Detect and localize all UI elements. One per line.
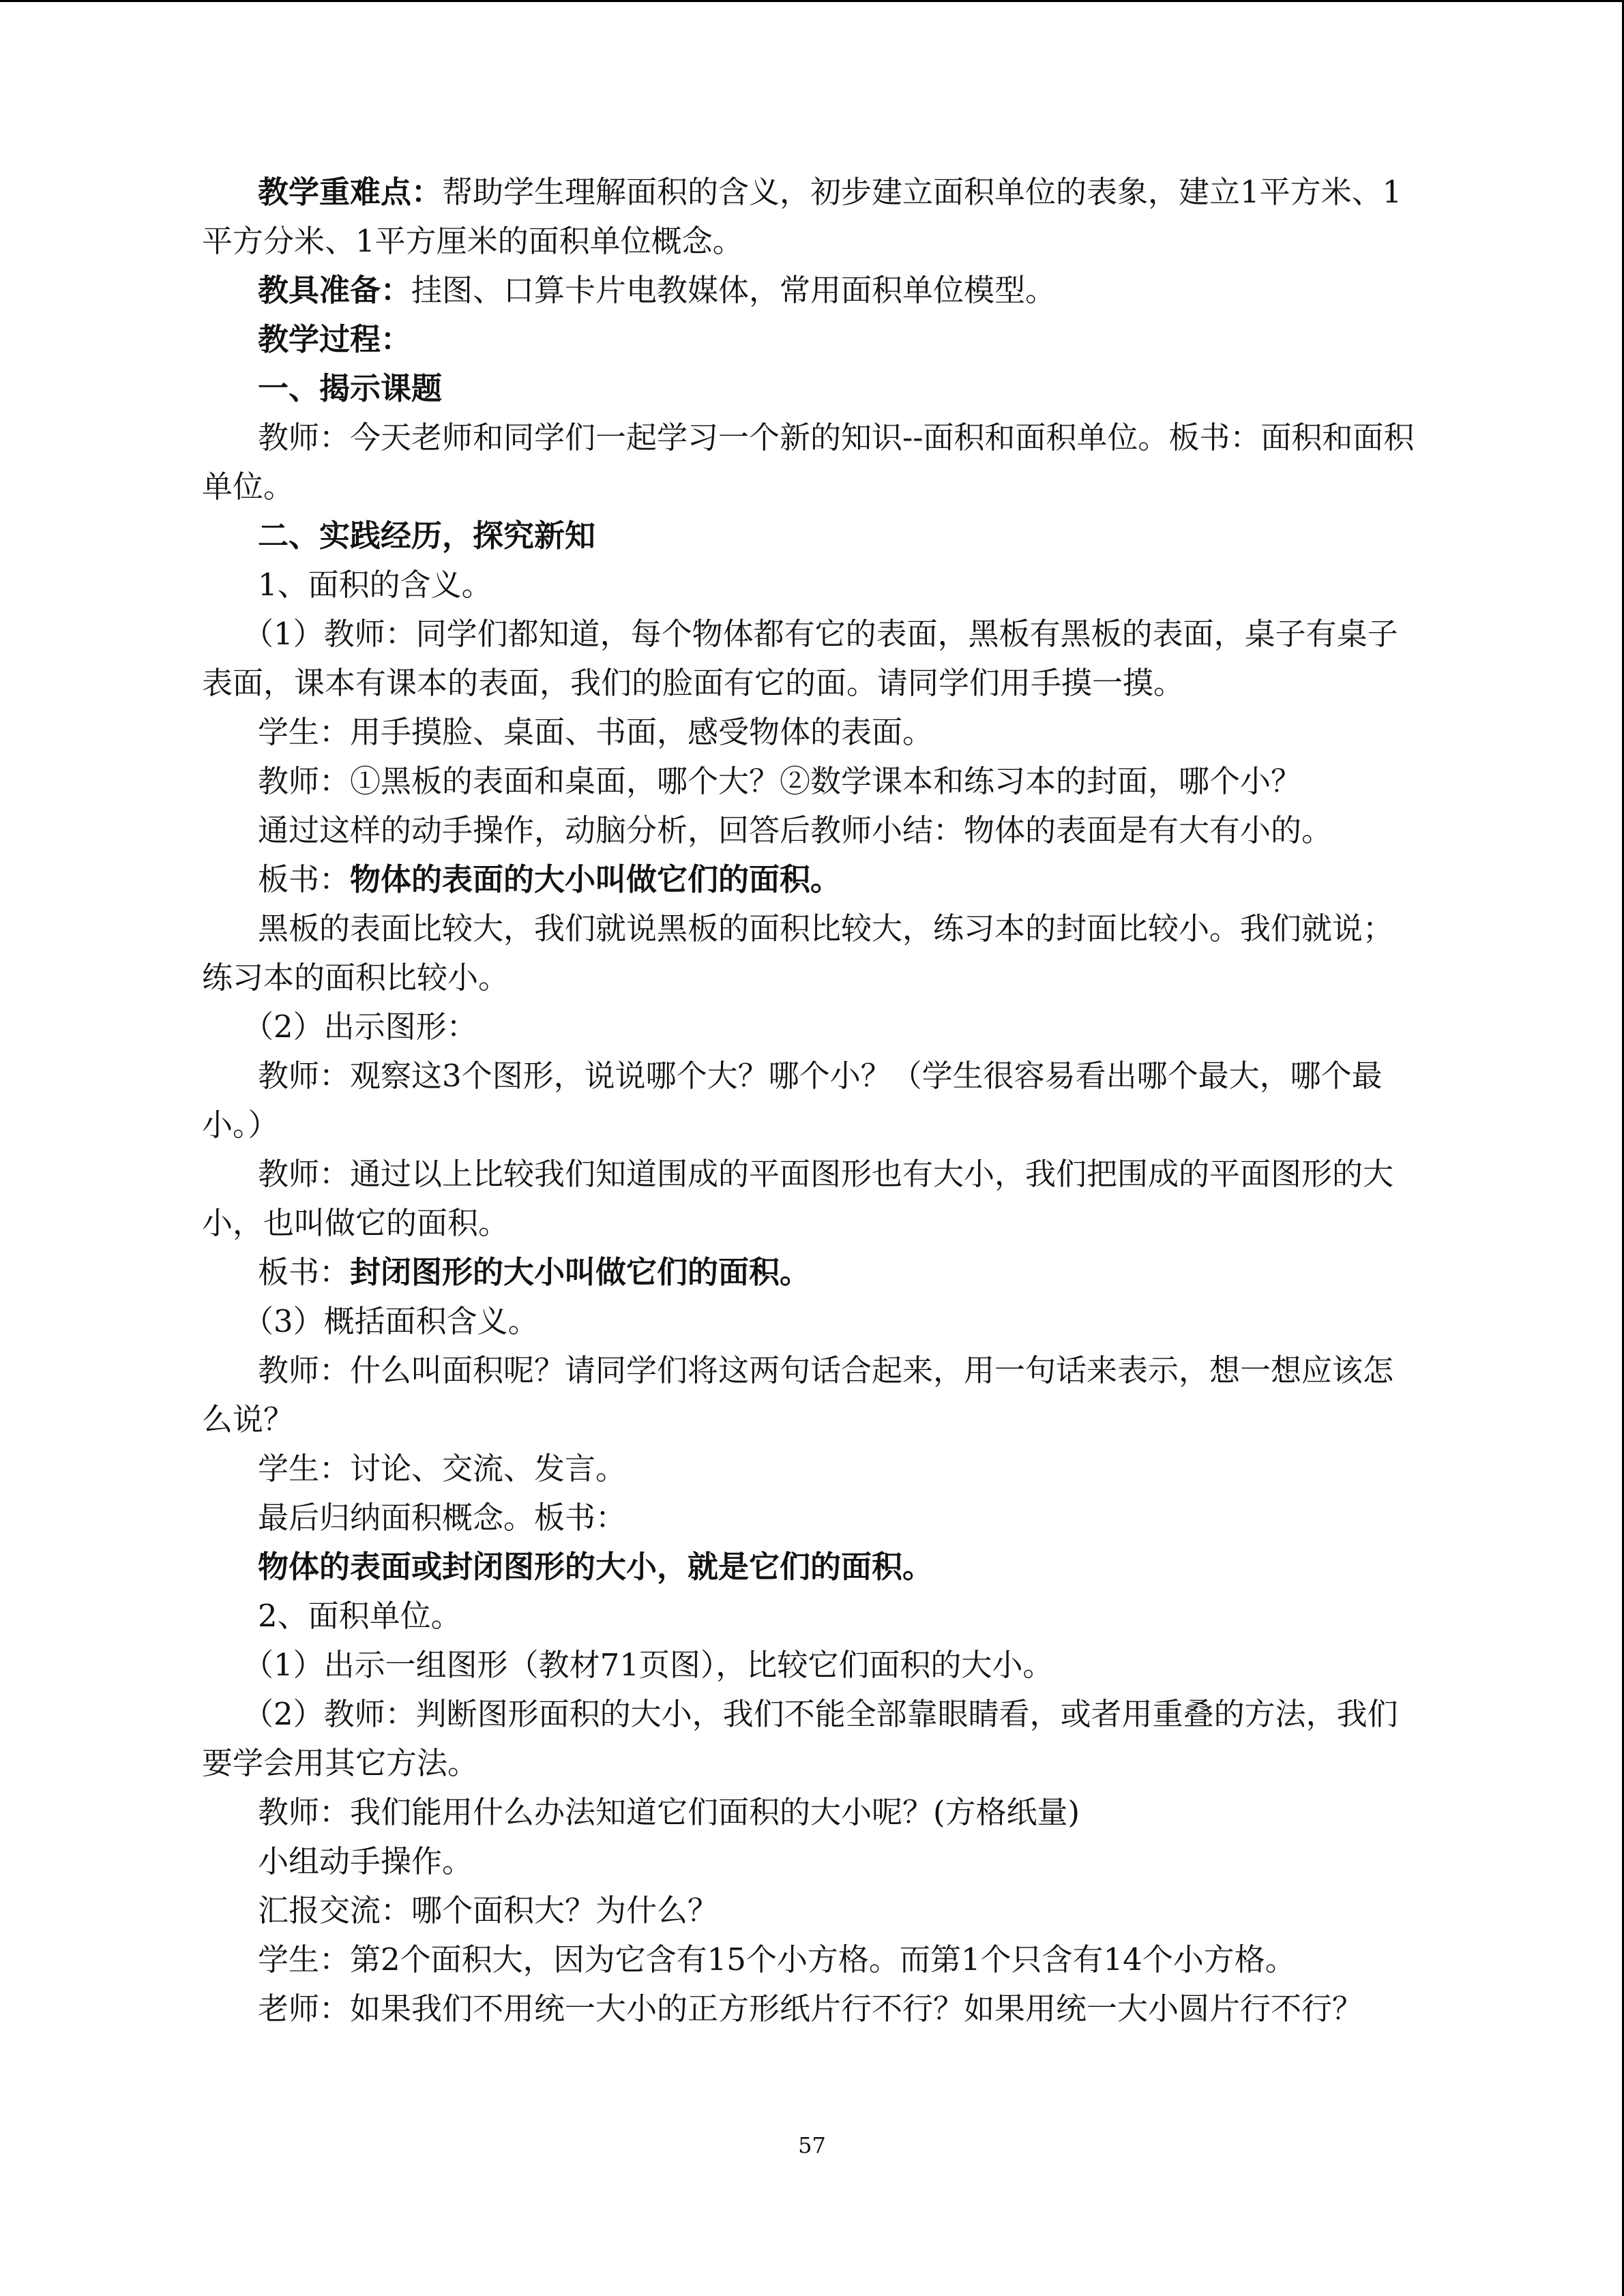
board-label-1: 板书：: [258, 861, 351, 897]
paragraph-teacher-question: 老师：如果我们不用统一大小的正方形纸片行不行？如果用统一大小圆片行不行？: [258, 1991, 1363, 2027]
paragraph-board-2: [202, 1248, 1423, 1297]
paragraph-step-3: （3）概括面积含义。: [243, 1303, 539, 1339]
paragraph-discussion: 学生：讨论、交流、发言。: [258, 1450, 627, 1487]
paragraph-what-is-area: 教师：什么叫面积呢？请同学们将这两句话合起来，用一句话来表示，想一想应该怎么说？: [202, 1352, 1394, 1437]
paragraph-step-2: （2）出示图形：: [243, 1009, 477, 1045]
heading-process: 教学过程：: [258, 321, 412, 357]
paragraph-board-1: [202, 855, 1423, 904]
paragraph-blackboard-compare: 黑板的表面比较大，我们就说黑板的面积比较大，练习本的封面比较小。我们就说；练习本的面积比较小。: [202, 910, 1394, 996]
paragraph-students-touch: 学生：用手摸脸、桌面、书面，感受物体的表面。: [258, 714, 934, 750]
paragraph-teacher-questions: 教师：①黑板的表面和桌面，哪个大？②数学课本和练习本的封面，哪个小？: [258, 763, 1302, 799]
page-number: 57: [798, 2132, 826, 2158]
board-label-2: 板书：: [258, 1254, 351, 1290]
paragraph-conclude: 最后归纳面积概念。板书：: [258, 1500, 627, 1536]
text-materials: 挂图、口算卡片电教媒体，常用面积单位模型。: [411, 272, 1057, 308]
paragraph-definition: 物体的表面或封闭图形的大小，就是它们的面积。: [258, 1549, 934, 1585]
paragraph-report: 汇报交流：哪个面积大？为什么？: [258, 1892, 719, 1928]
paragraph-unit-step-1: （1）出示一组图形（教材71页图），比较它们面积的大小。: [243, 1647, 1054, 1683]
paragraph-student-answer: 学生：第2个面积大，因为它含有15个小方格。而第1个只含有14个小方格。: [258, 1941, 1296, 1978]
paragraph-summary: 通过这样的动手操作，动脑分析，回答后教师小结：物体的表面是有大有小的。: [258, 812, 1333, 848]
page-border-top: [0, 0, 1624, 2]
paragraph-unit-step-2: （2）教师：判断图形面积的大小，我们不能全部靠眼睛看，或者用重叠的方法，我们要学会用其它方法。: [202, 1696, 1398, 1781]
label-materials: 教具准备：: [258, 272, 412, 308]
paragraph-observe: 教师：观察这3个图形，说说哪个大？哪个小？（学生很容易看出哪个最大，哪个最小。）: [202, 1058, 1383, 1143]
paragraph-materials: [202, 266, 1423, 315]
paragraph-plane-figure: 教师：通过以上比较我们知道围成的平面图形也有大小，我们把围成的平面图形的大小，也叫做它的面积。: [202, 1156, 1394, 1241]
board-text-1: 物体的表面的大小叫做它们的面积。: [350, 861, 842, 897]
board-text-2: 封闭图形的大小叫做它们的面积。: [350, 1254, 811, 1290]
text-key-points: 帮助学生理解面积的含义，初步建立面积单位的表象，建立1平方米、1平方分米、1平方厘米的面积单位概念。: [202, 174, 1402, 259]
heading-section-2: 二、实践经历，探究新知: [258, 518, 596, 554]
heading-section-1: 一、揭示课题: [258, 370, 443, 406]
paragraph-key-points: [202, 168, 1423, 266]
paragraph-area-meaning: 1、面积的含义。: [258, 567, 492, 603]
label-key-points: 教学重难点：: [258, 174, 443, 210]
document-body: [202, 168, 1423, 2033]
paragraph-area-units: 2、面积单位。: [258, 1598, 462, 1634]
paragraph-step-1: （1）教师：同学们都知道，每个物体都有它的表面，黑板有黑板的表面，桌子有桌子表面，课本有课本的表面，我们的脸面有它的面。请同学们用手摸一摸。: [202, 616, 1398, 701]
paragraph-intro: 教师：今天老师和同学们一起学习一个新的知识--面积和面积单位。板书：面积和面积单位。: [202, 419, 1415, 505]
paragraph-group-work: 小组动手操作。: [258, 1843, 473, 1879]
paragraph-method: 教师：我们能用什么办法知道它们面积的大小呢？(方格纸量): [258, 1794, 1080, 1830]
